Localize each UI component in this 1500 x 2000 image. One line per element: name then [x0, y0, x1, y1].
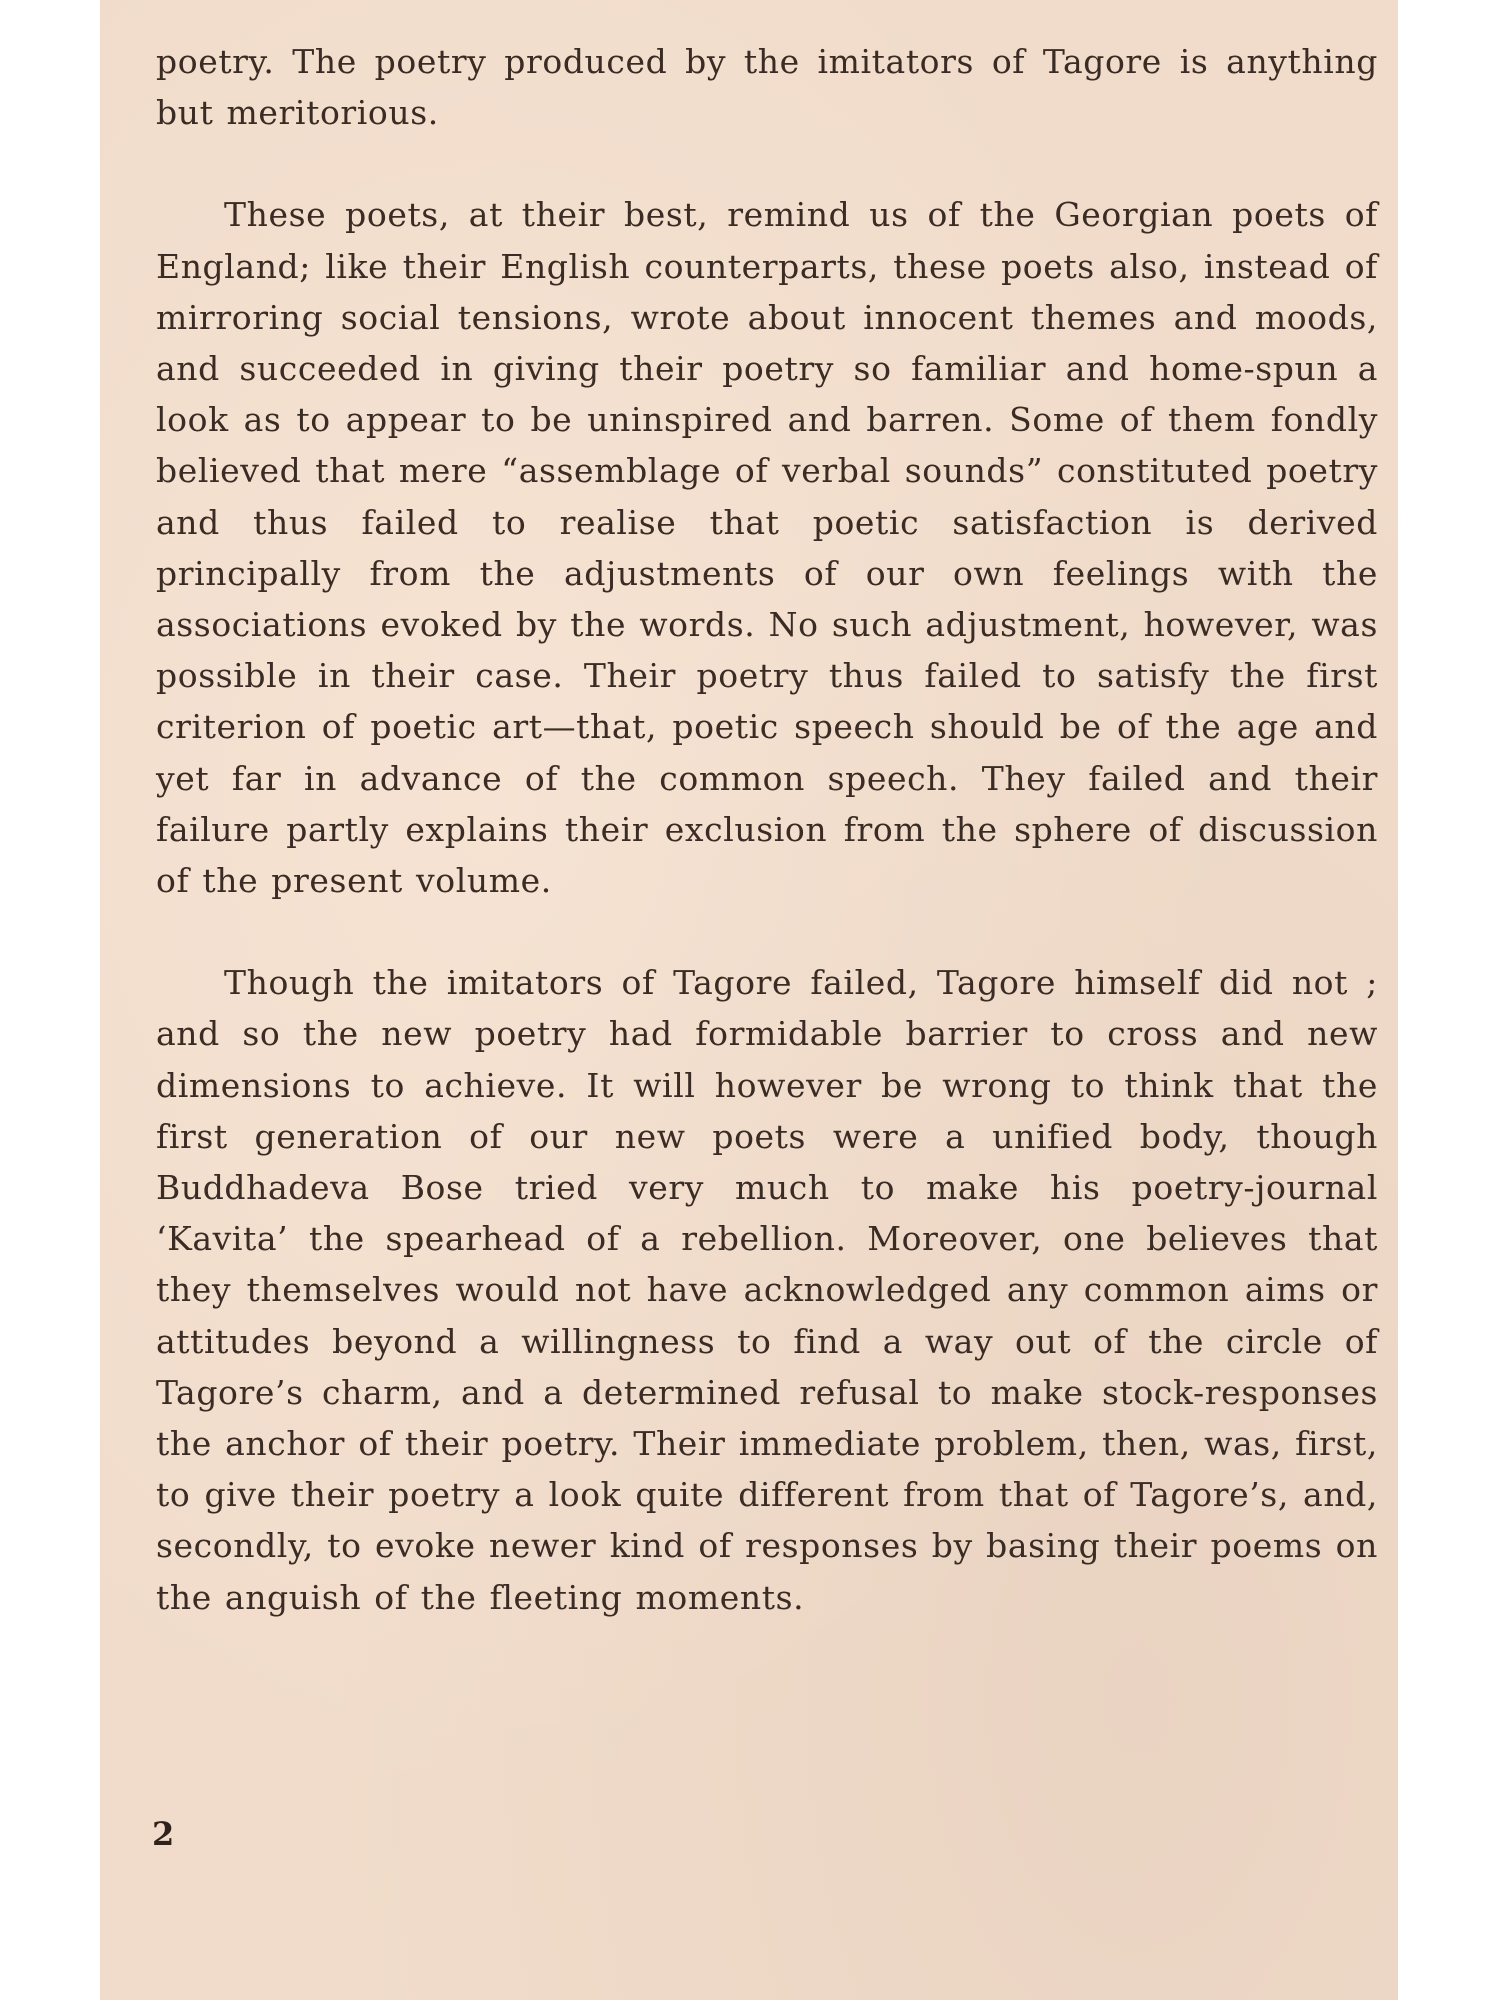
paragraph-gap [156, 138, 1378, 189]
paragraph-gap [156, 906, 1378, 957]
paragraph-continued: poetry. The poetry produced by the imitators of Tagore is anything but meritorious. [156, 42, 1378, 133]
body-text [156, 36, 1378, 1623]
page-number: 2 [152, 1815, 175, 1853]
book-page [100, 0, 1398, 2000]
paragraph-imitators-of-tagore: Though the imitators of Tagore failed, Tagore himself did not ; and so the new poetry had formidable barrier to cross and new dimensions to achieve. It will however be wrong to think that the first generation of our new poets were a unified body, though Buddhadeva Bose tried very much to make his poetry-journal ‘Kavita’ the spearhead of a rebellion. Moreover, one believes that they themselves would not have acknowledged any common aims or attitudes beyond a willingness to find a way out of the circle of Tagore’s charm, and a determined refusal to make stock-responses the anchor of their poetry. Their immediate problem, then, was, first, to give their poetry a look quite different from that of Tagore’s, and, secondly, to evoke newer kind of responses by basing their poems on the anguish of the fleeting moments. [156, 963, 1378, 1617]
paragraph-georgian-poets: These poets, at their best, remind us of the Georgian poets of England; like their English counterparts, these poets also, instead of mirroring social tensions, wrote about innocent themes and moods, and succeeded in giving their poetry so familiar and home-spun a look as to appear to be uninspired and barren. Some of them fondly believed that mere “assemblage of verbal sounds” constituted poetry and thus failed to realise that poetic satisfaction is derived principally from the adjustments of our own feelings with the associations evoked by the words. No such adjustment, however, was possible in their case. Their poetry thus failed to satisfy the first criterion of poetic art—that, poetic speech should be of the age and yet far in advance of the common speech. They failed and their failure partly explains their exclusion from the sphere of discussion of the present volume. [156, 195, 1378, 901]
